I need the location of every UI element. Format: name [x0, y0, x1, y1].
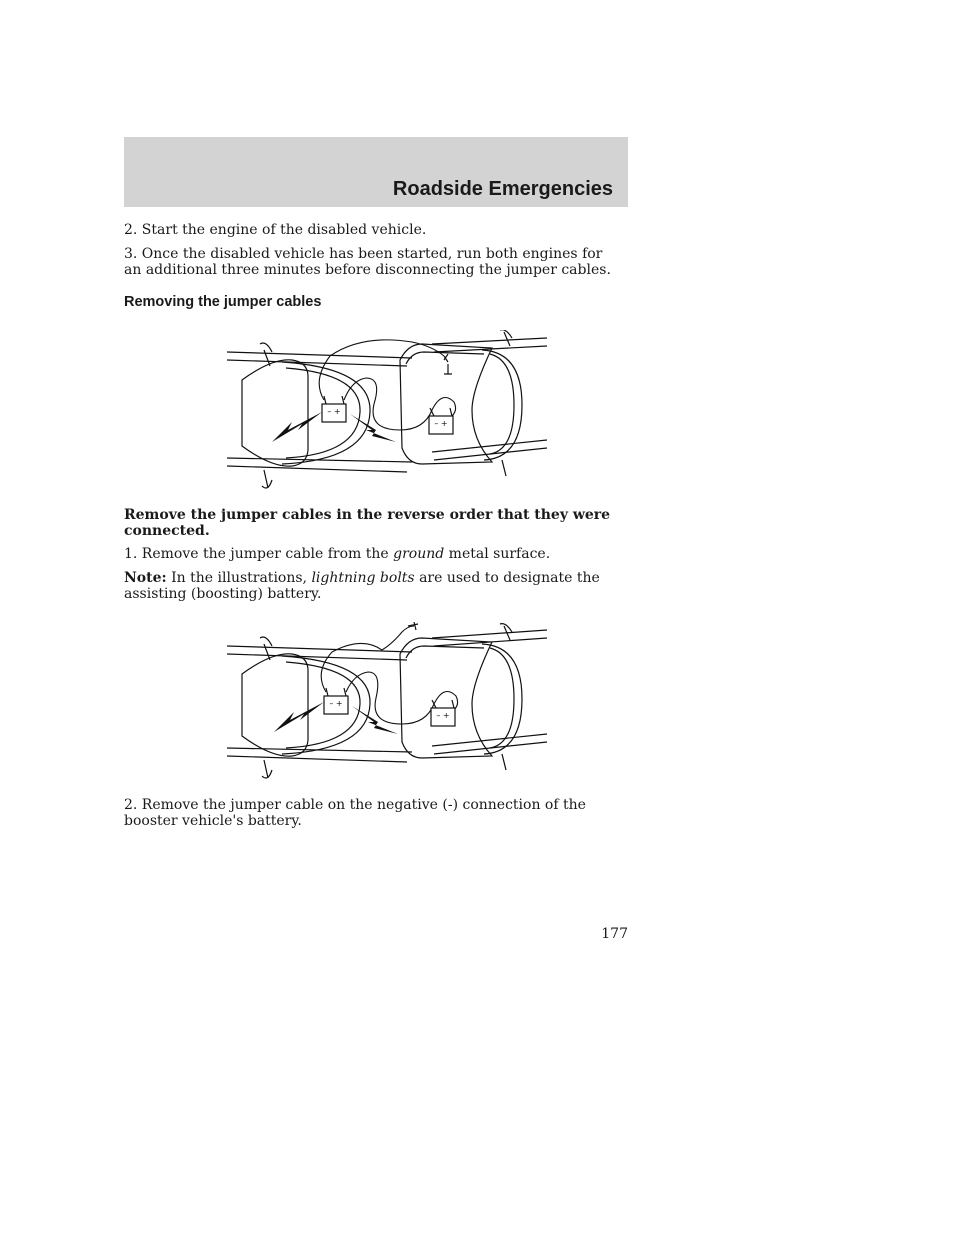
right-battery	[429, 408, 453, 434]
left-battery-terminals: – +	[329, 699, 343, 708]
note-emphasis: lightning bolts	[311, 570, 415, 586]
step-1-emphasis: ground	[393, 546, 445, 562]
warning-remove-reverse-order: Remove the jumper cables in the reverse order that they were connected.	[124, 507, 611, 539]
left-battery	[322, 396, 346, 422]
step-1-remove-ground	[124, 546, 624, 562]
lightning-bolt-left-icon	[272, 412, 322, 442]
left-battery-terminals: – +	[327, 407, 341, 416]
right-battery-terminals: – +	[436, 711, 450, 720]
note-label: Note:	[124, 570, 167, 586]
jumper-cable-diagram-1	[222, 330, 552, 492]
section-title: Roadside Emergencies	[392, 178, 613, 200]
lightning-bolt-right-icon	[350, 414, 396, 442]
jumper-cable-diagram-2	[222, 622, 552, 782]
left-car-front	[227, 637, 412, 778]
right-battery-terminals: – +	[434, 419, 448, 428]
ground-clamp	[444, 354, 452, 374]
lightning-bolt-left-icon	[274, 702, 324, 732]
right-battery	[431, 700, 455, 726]
step-2-start-engine: 2. Start the engine of the disabled vehicle.	[124, 222, 427, 238]
note-lightning-bolts	[124, 570, 624, 602]
step-1-prefix: 1. Remove the jumper cable from the	[124, 546, 394, 562]
left-battery	[324, 688, 348, 714]
note-suffix: are used to designate the assisting (boosting) battery.	[124, 570, 600, 602]
left-car-front	[227, 343, 412, 488]
step-2-remove-negative: 2. Remove the jumper cable on the negative (-) connection of the booster vehicle's battery.	[124, 797, 586, 829]
section-header-band	[124, 137, 628, 207]
note-prefix: In the illustrations,	[166, 570, 312, 586]
section-heading: Removing the jumper cables	[124, 294, 322, 310]
page-number: 177	[601, 926, 628, 942]
step-1-suffix: metal surface.	[444, 546, 551, 562]
step-3-run-engines: 3. Once the disabled vehicle has been started, run both engines for an additional three minutes before disconnecting the jumper cables.	[124, 246, 611, 278]
right-car-front	[400, 624, 547, 770]
right-car-front	[400, 330, 547, 476]
